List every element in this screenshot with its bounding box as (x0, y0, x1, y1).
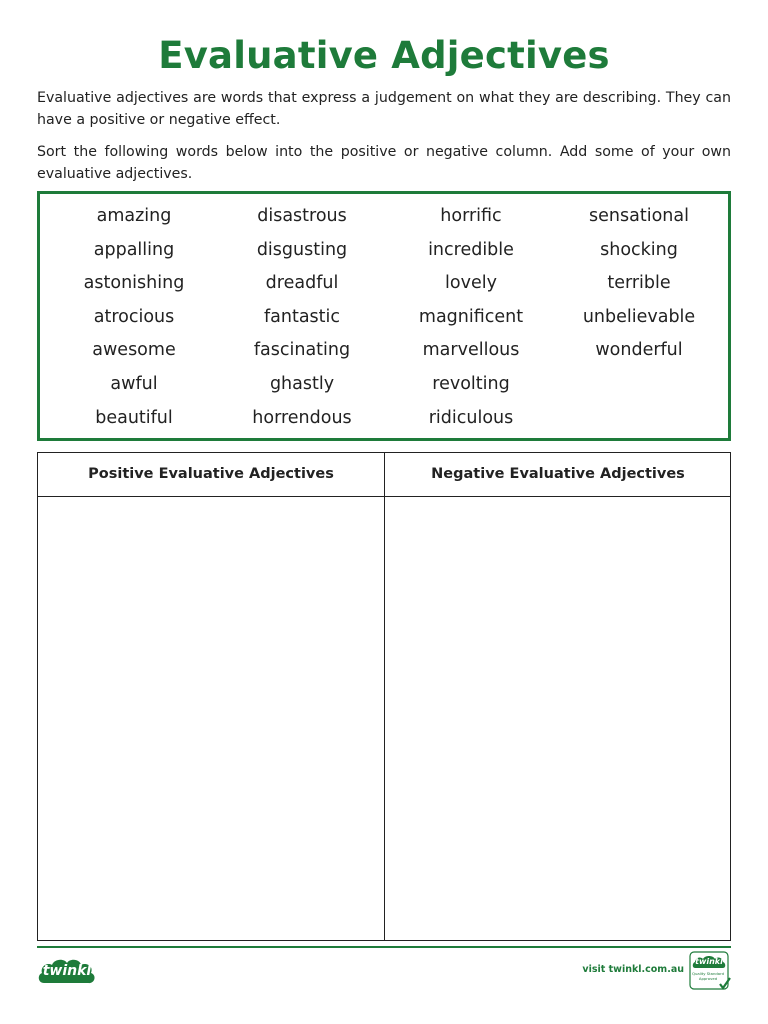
word-bank-column-3 (385, 200, 557, 435)
word-item: shocking (600, 239, 678, 260)
word-bank-column-1 (48, 200, 220, 435)
word-item: incredible (428, 239, 514, 260)
page-title: Evaluative Adjectives (158, 34, 610, 77)
logo-text: twinkl (42, 963, 92, 979)
quality-badge (689, 951, 732, 991)
visit-link[interactable]: visit twinkl.com.au (582, 964, 684, 975)
word-item: appalling (93, 239, 175, 260)
word-item: revolting (432, 373, 510, 394)
intro-paragraph-2: Sort the following words below into the positive or negative column. Add some of your own evaluative adjectives. (37, 144, 731, 182)
word-item: beautiful (95, 407, 173, 428)
word-item: wonderful (595, 340, 683, 361)
word-item: magnificent (418, 306, 524, 327)
word-item: disastrous (257, 206, 347, 226)
word-item: awesome (92, 340, 176, 361)
word-item: fascinating (253, 340, 351, 361)
word-bank-column-2 (216, 200, 388, 435)
badge-title: twinkl (695, 957, 723, 966)
word-item: horrendous (252, 407, 352, 428)
positive-answer-area[interactable] (38, 497, 384, 940)
word-item: lovely (445, 273, 497, 294)
word-item: unbelievable (582, 306, 696, 327)
word-item: disgusting (256, 239, 348, 260)
word-item: marvellous (422, 340, 520, 361)
badge-subtitle: Quality Standard Approved (691, 971, 725, 981)
word-item: terrible (607, 273, 671, 294)
word-item: fantastic (263, 306, 341, 327)
word-item: dreadful (265, 273, 339, 294)
word-item: atrocious (93, 306, 175, 327)
footer-divider (37, 946, 731, 948)
intro-paragraph-1: Evaluative adjectives are words that express a judgement on what they are describing. They can have a positive or negative effect. (37, 90, 731, 128)
word-item: astonishing (83, 273, 185, 294)
word-bank-column-4 (553, 200, 725, 368)
sorting-table (37, 452, 731, 941)
negative-answer-area[interactable] (385, 497, 731, 940)
word-item: ridiculous (428, 407, 514, 428)
word-item: awful (110, 373, 158, 394)
negative-column-header: Negative Evaluative Adjectives (431, 466, 685, 482)
word-item: ghastly (269, 373, 335, 394)
positive-column-header: Positive Evaluative Adjectives (88, 466, 334, 482)
word-item: sensational (589, 206, 689, 226)
word-bank-box (37, 191, 731, 441)
twinkl-logo (36, 955, 98, 989)
word-item: amazing (96, 206, 172, 226)
word-item: horrific (440, 206, 502, 226)
